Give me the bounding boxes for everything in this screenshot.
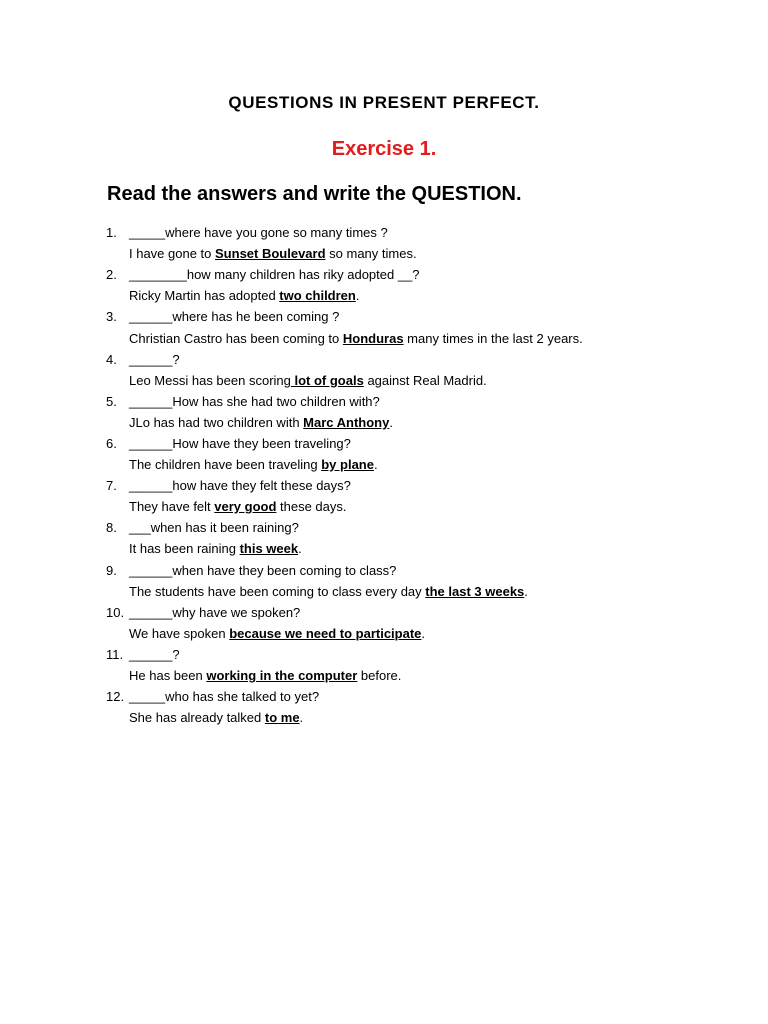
question-text: ______How has she had two children with? <box>129 394 380 409</box>
answer-highlight: lot of goals <box>290 373 364 388</box>
answer-line <box>0 499 768 520</box>
question-line <box>0 563 768 584</box>
answer-suffix: so many times. <box>325 246 417 261</box>
exercise-item <box>0 520 768 562</box>
item-number: 12. <box>106 689 125 704</box>
answer-prefix: They have felt <box>129 499 215 514</box>
exercise-item <box>0 647 768 689</box>
answer-highlight: Marc Anthony <box>303 415 390 430</box>
exercise-item <box>0 352 768 394</box>
item-number: 9. <box>106 563 117 578</box>
exercise-item <box>0 394 768 436</box>
answer-line <box>0 415 768 436</box>
answer-highlight: to me <box>264 710 300 725</box>
answer-suffix: . <box>389 415 393 430</box>
answer-line <box>0 668 768 689</box>
question-text: ______? <box>129 647 180 662</box>
answer-prefix: Ricky Martin has adopted <box>129 288 280 303</box>
answer-line <box>0 710 768 731</box>
answer-text <box>129 457 378 473</box>
answer-suffix: against Real Madrid. <box>363 373 487 388</box>
question-line <box>0 520 768 541</box>
answer-line <box>0 584 768 605</box>
exercise-item <box>0 436 768 478</box>
question-line <box>0 352 768 373</box>
answer-text <box>129 499 347 515</box>
question-text: ______How have they been traveling? <box>129 436 351 451</box>
question-text: ______how have they felt these days? <box>129 478 351 493</box>
exercise-item <box>0 267 768 309</box>
item-number: 2. <box>106 267 117 282</box>
answer-prefix: JLo has had two children with <box>129 415 304 430</box>
question-line <box>0 225 768 246</box>
question-line <box>0 478 768 499</box>
answer-highlight: by plane <box>321 457 374 472</box>
answer-text <box>129 584 528 600</box>
answer-prefix: We have spoken <box>129 626 230 641</box>
exercise-item <box>0 605 768 647</box>
answer-highlight: two children <box>279 288 356 303</box>
exercise-item <box>0 563 768 605</box>
answer-line <box>0 246 768 267</box>
answer-line <box>0 626 768 647</box>
question-text: ___when has it been raining? <box>129 520 299 535</box>
answer-highlight: working in the computer <box>206 668 358 683</box>
answer-suffix: . <box>524 584 528 599</box>
question-text: _____who has she talked to yet? <box>129 689 320 704</box>
exercise-title: Exercise 1. <box>331 138 437 160</box>
answer-suffix: many times in the last 2 years. <box>403 331 583 346</box>
question-line <box>0 267 768 288</box>
answer-text <box>129 415 393 431</box>
answer-text <box>129 373 487 389</box>
exercise-item <box>0 689 768 731</box>
answer-suffix: . <box>298 541 302 556</box>
answer-suffix: . <box>373 457 378 472</box>
exercise-item <box>0 225 768 267</box>
item-number: 5. <box>106 394 117 409</box>
question-text: ______where has he been coming ? <box>129 309 340 324</box>
answer-suffix: . <box>299 710 304 725</box>
question-line <box>0 689 768 710</box>
question-line <box>0 309 768 331</box>
answer-line <box>0 541 768 562</box>
item-number: 11. <box>106 647 124 662</box>
item-number: 7. <box>106 478 117 493</box>
answer-highlight: Honduras <box>342 331 404 346</box>
item-number: 6. <box>106 436 117 451</box>
answer-line <box>0 288 768 309</box>
question-text: ______when have they been coming to class? <box>129 563 397 578</box>
question-text: ______? <box>129 352 180 367</box>
answer-highlight: Sunset Boulevard <box>215 246 326 261</box>
question-text: ______why have we spoken? <box>129 605 301 620</box>
answer-text <box>129 668 401 684</box>
answer-suffix: before. <box>357 668 402 683</box>
answer-prefix: He has been <box>129 668 207 683</box>
question-line <box>0 605 768 626</box>
answer-prefix: The students have been coming to class every day <box>129 584 426 599</box>
question-line <box>0 647 768 668</box>
answer-highlight: because we need to participate <box>229 626 422 641</box>
answer-text <box>129 246 417 262</box>
answer-text <box>129 331 583 347</box>
answer-suffix: these days. <box>276 499 347 514</box>
page-title: QUESTIONS IN PRESENT PERFECT. <box>228 93 540 112</box>
exercise-item <box>0 478 768 520</box>
answer-suffix: . <box>355 288 360 303</box>
answer-prefix: The children have been traveling <box>129 457 322 472</box>
answer-highlight: very good <box>214 499 277 514</box>
instruction: Read the answers and write the QUESTION. <box>107 183 522 205</box>
answer-prefix: It has been raining <box>129 541 240 556</box>
answer-highlight: this week <box>239 541 299 556</box>
answer-prefix: She has already talked <box>129 710 265 725</box>
item-number: 3. <box>106 309 117 324</box>
item-number: 8. <box>106 520 117 535</box>
answer-text <box>129 541 302 557</box>
item-number: 1. <box>106 225 117 240</box>
answer-prefix: I have gone to <box>129 246 216 261</box>
answer-text <box>129 626 425 642</box>
answer-highlight: the last 3 weeks <box>425 584 525 599</box>
item-number: 4. <box>106 352 117 367</box>
question-text: ________how many children has riky adopted __? <box>129 267 420 282</box>
answer-suffix: . <box>421 626 426 641</box>
question-text: _____where have you gone so many times ? <box>129 225 388 240</box>
answer-prefix: Christian Castro has been coming to <box>129 331 343 346</box>
answer-line <box>0 457 768 478</box>
answer-line <box>0 331 768 352</box>
answer-text <box>129 710 303 726</box>
exercise-item <box>0 309 768 352</box>
question-line <box>0 436 768 457</box>
answer-prefix: Leo Messi has been scoring <box>129 373 291 388</box>
item-number: 10. <box>106 605 125 620</box>
question-line <box>0 394 768 415</box>
answer-text <box>129 288 359 304</box>
answer-line <box>0 373 768 394</box>
